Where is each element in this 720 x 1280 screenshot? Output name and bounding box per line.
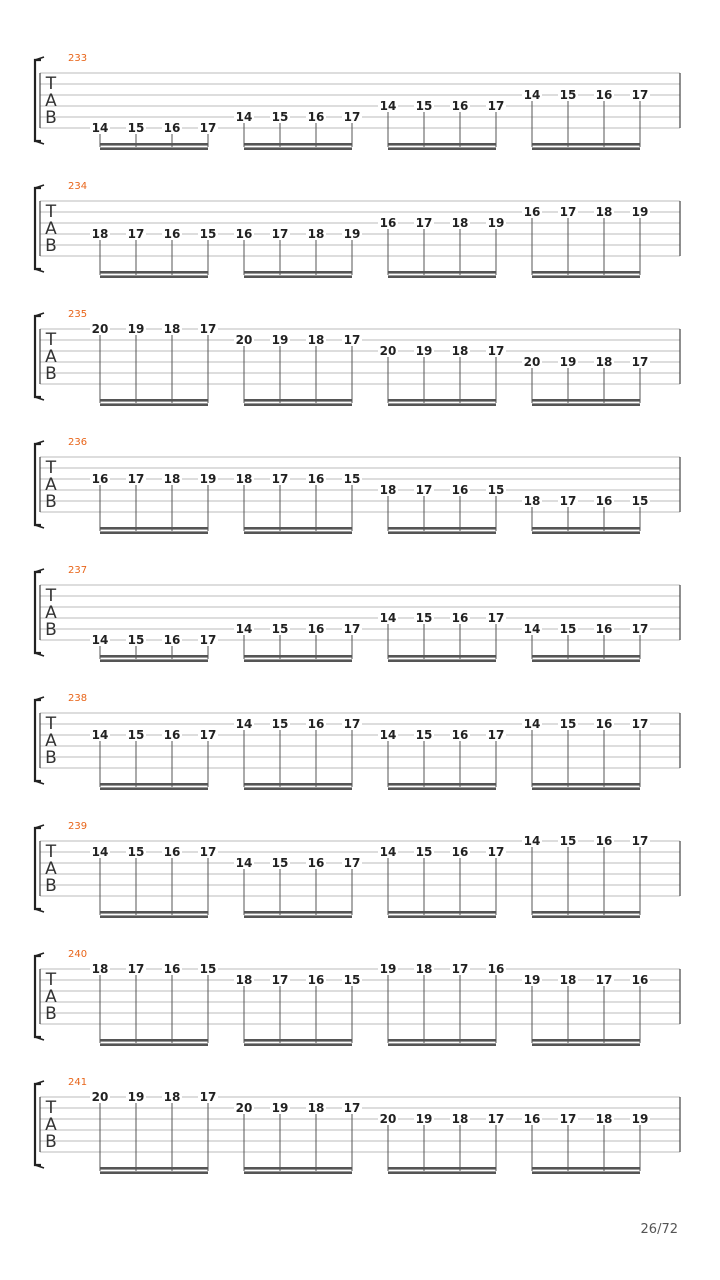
fret-number: 18 — [451, 344, 469, 358]
fret-number: 17 — [199, 1090, 217, 1104]
fret-number: 16 — [307, 110, 325, 124]
tab-system — [35, 437, 680, 534]
beam — [100, 1167, 208, 1170]
beam — [244, 1167, 352, 1170]
beam — [244, 271, 352, 274]
fret-number: 17 — [559, 205, 577, 219]
beam — [100, 1043, 208, 1046]
tab-clef-letter: A — [45, 475, 57, 495]
measure-number: 239 — [68, 821, 88, 832]
fret-number: 16 — [451, 99, 469, 113]
note-group — [378, 216, 506, 278]
fret-number: 15 — [487, 483, 505, 497]
note-group — [378, 611, 506, 662]
fret-number: 14 — [523, 622, 541, 636]
tab-clef-letter: B — [45, 108, 57, 128]
note-group — [378, 728, 506, 790]
fret-number: 18 — [307, 1101, 325, 1115]
beam — [244, 527, 352, 530]
fret-number: 14 — [523, 834, 541, 848]
note-group — [378, 1112, 506, 1174]
note-group — [522, 494, 650, 534]
beam — [100, 275, 208, 278]
beam — [244, 659, 352, 662]
beam — [388, 659, 496, 662]
beam — [100, 147, 208, 150]
fret-number: 18 — [91, 227, 109, 241]
fret-number: 14 — [523, 717, 541, 731]
tab-clef-letter: T — [45, 458, 57, 478]
tab-clef-letter: A — [45, 219, 57, 239]
note-group — [90, 227, 218, 278]
beam — [388, 399, 496, 402]
fret-number: 15 — [271, 622, 289, 636]
beam — [532, 143, 640, 146]
tab-clef-letter: A — [45, 731, 57, 751]
tab-clef-letter: A — [45, 347, 57, 367]
beam — [388, 271, 496, 274]
fret-number: 19 — [415, 344, 433, 358]
note-group — [522, 973, 650, 1046]
fret-number: 16 — [595, 834, 613, 848]
tab-clef-letter: T — [45, 842, 57, 862]
beam — [244, 915, 352, 918]
beam — [100, 911, 208, 914]
fret-number: 18 — [595, 1112, 613, 1126]
fret-number: 19 — [127, 1090, 145, 1104]
note-group — [90, 633, 218, 662]
fret-number: 16 — [523, 1112, 541, 1126]
tab-clef-letter: T — [45, 1098, 57, 1118]
fret-number: 15 — [415, 845, 433, 859]
tab-system — [35, 53, 680, 150]
note-group — [522, 622, 650, 662]
beam — [532, 271, 640, 274]
beam — [532, 147, 640, 150]
tab-clef-letter: B — [45, 620, 57, 640]
fret-number: 16 — [307, 472, 325, 486]
fret-number: 16 — [595, 494, 613, 508]
fret-number: 17 — [271, 472, 289, 486]
beam — [532, 527, 640, 530]
fret-number: 16 — [451, 728, 469, 742]
fret-number: 18 — [595, 355, 613, 369]
fret-number: 17 — [451, 962, 469, 976]
fret-number: 15 — [559, 88, 577, 102]
fret-number: 19 — [127, 322, 145, 336]
fret-number: 18 — [163, 1090, 181, 1104]
tab-clef-letter: B — [45, 876, 57, 896]
fret-number: 17 — [487, 845, 505, 859]
fret-number: 17 — [631, 622, 649, 636]
beam — [244, 531, 352, 534]
fret-number: 17 — [271, 973, 289, 987]
note-group — [378, 344, 506, 406]
fret-number: 18 — [235, 973, 253, 987]
note-group — [90, 322, 218, 406]
note-group — [522, 834, 650, 918]
tab-system — [35, 309, 680, 406]
tab-clef-letter: B — [45, 1132, 57, 1152]
fret-number: 20 — [379, 344, 397, 358]
tab-clef-letter: B — [45, 492, 57, 512]
note-group — [234, 973, 362, 1046]
fret-number: 20 — [235, 333, 253, 347]
fret-number: 17 — [559, 494, 577, 508]
fret-number: 18 — [379, 483, 397, 497]
note-group — [378, 99, 506, 150]
fret-number: 15 — [127, 121, 145, 135]
fret-number: 17 — [199, 322, 217, 336]
fret-number: 17 — [487, 728, 505, 742]
fret-number: 16 — [91, 472, 109, 486]
fret-number: 16 — [307, 717, 325, 731]
note-group — [522, 717, 650, 790]
tab-clef-letter: T — [45, 202, 57, 222]
fret-number: 15 — [343, 973, 361, 987]
note-group — [234, 622, 362, 662]
beam — [100, 1039, 208, 1042]
fret-number: 20 — [523, 355, 541, 369]
fret-number: 19 — [271, 1101, 289, 1115]
beam — [388, 787, 496, 790]
note-group — [522, 205, 650, 278]
beam — [100, 787, 208, 790]
fret-number: 17 — [487, 611, 505, 625]
beam — [388, 147, 496, 150]
fret-number: 16 — [595, 717, 613, 731]
fret-number: 19 — [487, 216, 505, 230]
fret-number: 16 — [163, 227, 181, 241]
fret-number: 17 — [415, 216, 433, 230]
fret-number: 15 — [559, 717, 577, 731]
note-group — [522, 1112, 650, 1174]
beam — [100, 403, 208, 406]
beam — [244, 403, 352, 406]
fret-number: 20 — [379, 1112, 397, 1126]
fret-number: 15 — [127, 845, 145, 859]
beam — [244, 787, 352, 790]
tab-clef-letter: A — [45, 91, 57, 111]
measure-number: 238 — [68, 693, 88, 704]
beam — [388, 403, 496, 406]
note-group — [234, 110, 362, 150]
beam — [244, 399, 352, 402]
fret-number: 17 — [595, 973, 613, 987]
tab-clef-letter: B — [45, 236, 57, 256]
beam — [532, 399, 640, 402]
fret-number: 17 — [487, 344, 505, 358]
fret-number: 14 — [379, 99, 397, 113]
beam — [532, 1171, 640, 1174]
beam — [388, 527, 496, 530]
beam — [388, 275, 496, 278]
fret-number: 14 — [379, 728, 397, 742]
fret-number: 17 — [415, 483, 433, 497]
fret-number: 17 — [199, 121, 217, 135]
note-group — [378, 483, 506, 534]
fret-number: 14 — [91, 121, 109, 135]
fret-number: 19 — [631, 205, 649, 219]
note-group — [90, 1090, 218, 1174]
note-group — [522, 88, 650, 150]
fret-number: 17 — [199, 728, 217, 742]
fret-number: 18 — [91, 962, 109, 976]
tab-system — [35, 693, 680, 790]
fret-number: 19 — [199, 472, 217, 486]
fret-number: 17 — [199, 845, 217, 859]
fret-number: 15 — [271, 717, 289, 731]
fret-number: 17 — [343, 717, 361, 731]
beam — [388, 1167, 496, 1170]
beam — [244, 275, 352, 278]
fret-number: 15 — [199, 227, 217, 241]
tab-system — [35, 565, 680, 662]
fret-number: 16 — [631, 973, 649, 987]
fret-number: 20 — [235, 1101, 253, 1115]
beam — [244, 655, 352, 658]
fret-number: 18 — [163, 322, 181, 336]
fret-number: 18 — [307, 333, 325, 347]
fret-number: 16 — [307, 622, 325, 636]
fret-number: 18 — [307, 227, 325, 241]
tab-clef-letter: A — [45, 603, 57, 623]
fret-number: 16 — [451, 611, 469, 625]
fret-number: 16 — [163, 633, 181, 647]
fret-number: 14 — [91, 845, 109, 859]
fret-number: 17 — [343, 622, 361, 636]
tab-clef-letter: T — [45, 586, 57, 606]
beam — [532, 655, 640, 658]
note-group — [378, 962, 506, 1046]
beam — [244, 147, 352, 150]
fret-number: 17 — [127, 227, 145, 241]
beam — [244, 1171, 352, 1174]
fret-number: 17 — [343, 333, 361, 347]
fret-number: 17 — [487, 99, 505, 113]
note-group — [522, 355, 650, 406]
beam — [532, 787, 640, 790]
note-group — [90, 962, 218, 1046]
fret-number: 14 — [235, 622, 253, 636]
beam — [388, 915, 496, 918]
fret-number: 16 — [595, 622, 613, 636]
fret-number: 19 — [559, 355, 577, 369]
fret-number: 18 — [451, 1112, 469, 1126]
beam — [100, 659, 208, 662]
fret-number: 17 — [343, 1101, 361, 1115]
fret-number: 14 — [235, 856, 253, 870]
beam — [244, 783, 352, 786]
fret-number: 14 — [235, 717, 253, 731]
beam — [388, 1171, 496, 1174]
tab-clef-letter: T — [45, 970, 57, 990]
beam — [388, 1043, 496, 1046]
fret-number: 16 — [163, 121, 181, 135]
tab-clef-letter: T — [45, 74, 57, 94]
tab-clef-letter: T — [45, 714, 57, 734]
note-group — [234, 856, 362, 918]
note-group — [90, 845, 218, 918]
fret-number: 15 — [559, 622, 577, 636]
fret-number: 15 — [415, 611, 433, 625]
measure-number: 234 — [68, 181, 88, 192]
beam — [532, 659, 640, 662]
beam — [100, 143, 208, 146]
fret-number: 16 — [163, 845, 181, 859]
note-group — [90, 728, 218, 790]
fret-number: 17 — [631, 355, 649, 369]
note-group — [234, 227, 362, 278]
fret-number: 14 — [379, 611, 397, 625]
beam — [244, 911, 352, 914]
beam — [532, 1167, 640, 1170]
beam — [100, 915, 208, 918]
beam — [100, 783, 208, 786]
fret-number: 19 — [631, 1112, 649, 1126]
tab-clef-letter: A — [45, 1115, 57, 1135]
fret-number: 20 — [91, 322, 109, 336]
fret-number: 16 — [487, 962, 505, 976]
beam — [388, 655, 496, 658]
tab-system — [35, 949, 680, 1046]
fret-number: 17 — [631, 88, 649, 102]
fret-number: 15 — [127, 728, 145, 742]
tab-system — [35, 181, 680, 278]
fret-number: 19 — [379, 962, 397, 976]
fret-number: 16 — [451, 483, 469, 497]
fret-number: 14 — [235, 110, 253, 124]
tab-system — [35, 821, 680, 918]
beam — [532, 911, 640, 914]
note-group — [234, 472, 362, 534]
fret-number: 16 — [379, 216, 397, 230]
fret-number: 16 — [235, 227, 253, 241]
measure-number: 241 — [68, 1077, 88, 1088]
beam — [388, 783, 496, 786]
beam — [244, 1039, 352, 1042]
fret-number: 17 — [343, 110, 361, 124]
tab-clef-letter: A — [45, 987, 57, 1007]
beam — [100, 527, 208, 530]
fret-number: 17 — [631, 717, 649, 731]
beam — [532, 275, 640, 278]
fret-number: 18 — [235, 472, 253, 486]
fret-number: 18 — [523, 494, 541, 508]
page-number: 26/72 — [640, 1222, 678, 1237]
beam — [100, 655, 208, 658]
beam — [532, 403, 640, 406]
fret-number: 15 — [199, 962, 217, 976]
fret-number: 17 — [199, 633, 217, 647]
measure-number: 233 — [68, 53, 88, 64]
fret-number: 16 — [307, 973, 325, 987]
fret-number: 15 — [127, 633, 145, 647]
tab-clef-letter: T — [45, 330, 57, 350]
beam — [388, 911, 496, 914]
beam — [388, 1039, 496, 1042]
fret-number: 19 — [415, 1112, 433, 1126]
fret-number: 18 — [595, 205, 613, 219]
beam — [388, 531, 496, 534]
fret-number: 16 — [595, 88, 613, 102]
note-group — [234, 717, 362, 790]
note-group — [234, 1101, 362, 1174]
fret-number: 17 — [343, 856, 361, 870]
beam — [532, 531, 640, 534]
fret-number: 15 — [559, 834, 577, 848]
fret-number: 15 — [415, 99, 433, 113]
beam — [532, 783, 640, 786]
fret-number: 17 — [271, 227, 289, 241]
fret-number: 15 — [271, 110, 289, 124]
tab-system — [35, 1077, 680, 1174]
fret-number: 17 — [127, 962, 145, 976]
fret-number: 15 — [271, 856, 289, 870]
beam — [100, 1171, 208, 1174]
fret-number: 18 — [415, 962, 433, 976]
measure-number: 240 — [68, 949, 88, 960]
fret-number: 14 — [91, 728, 109, 742]
tab-clef-letter: B — [45, 748, 57, 768]
beam — [100, 271, 208, 274]
tab-clef-letter: B — [45, 364, 57, 384]
beam — [532, 1039, 640, 1042]
fret-number: 20 — [91, 1090, 109, 1104]
tab-clef-letter: A — [45, 859, 57, 879]
note-group — [90, 472, 218, 534]
measure-number: 237 — [68, 565, 88, 576]
beam — [244, 1043, 352, 1046]
fret-number: 16 — [451, 845, 469, 859]
fret-number: 17 — [559, 1112, 577, 1126]
measure-number: 235 — [68, 309, 88, 320]
measure-number: 236 — [68, 437, 88, 448]
fret-number: 16 — [307, 856, 325, 870]
beam — [388, 143, 496, 146]
beam — [100, 399, 208, 402]
fret-number: 14 — [523, 88, 541, 102]
fret-number: 17 — [487, 1112, 505, 1126]
note-group — [90, 121, 218, 150]
fret-number: 17 — [127, 472, 145, 486]
fret-number: 15 — [631, 494, 649, 508]
fret-number: 18 — [559, 973, 577, 987]
note-group — [378, 845, 506, 918]
fret-number: 15 — [343, 472, 361, 486]
fret-number: 19 — [523, 973, 541, 987]
fret-number: 16 — [523, 205, 541, 219]
fret-number: 14 — [91, 633, 109, 647]
fret-number: 18 — [163, 472, 181, 486]
fret-number: 16 — [163, 962, 181, 976]
beam — [100, 531, 208, 534]
fret-number: 18 — [451, 216, 469, 230]
fret-number: 19 — [343, 227, 361, 241]
fret-number: 14 — [379, 845, 397, 859]
fret-number: 15 — [415, 728, 433, 742]
beam — [244, 143, 352, 146]
tab-clef-letter: B — [45, 1004, 57, 1024]
fret-number: 19 — [271, 333, 289, 347]
beam — [532, 915, 640, 918]
fret-number: 16 — [163, 728, 181, 742]
note-group — [234, 333, 362, 406]
beam — [532, 1043, 640, 1046]
fret-number: 17 — [631, 834, 649, 848]
